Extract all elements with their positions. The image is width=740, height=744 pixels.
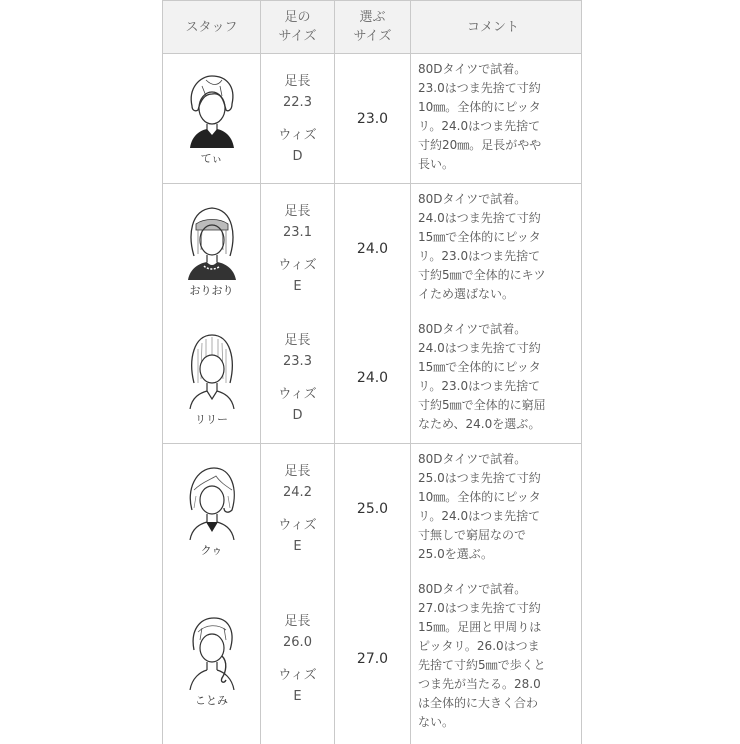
foot-width-label: ウィズ — [278, 517, 317, 533]
comment-line: つま先が当たる。28.0 — [418, 676, 541, 691]
comment-cell — [411, 54, 582, 184]
comment-cell — [411, 574, 582, 744]
foot-width-label: ウィズ — [278, 667, 317, 683]
foot-width-label: ウィズ — [278, 127, 317, 143]
foot-size-cell — [261, 574, 335, 744]
foot-length-label: 足長 — [284, 73, 311, 89]
comment-line: リ。23.0はつま先捨て — [418, 249, 541, 263]
comment-line: 23.0はつま先捨て寸約 — [418, 81, 541, 95]
foot-length-label: 足長 — [284, 463, 311, 479]
staff-name: おりおり — [189, 283, 234, 297]
foot-length-value: 24.2 — [283, 484, 312, 500]
foot-width-label: ウィズ — [278, 257, 317, 273]
comment-line: 10㎜。全体的にピッタ — [418, 100, 541, 114]
comment-line: 長い。 — [418, 157, 455, 171]
comment-line: 15㎜で全体的にピッタ — [418, 230, 541, 244]
comment-line: 24.0はつま先捨て寸約 — [418, 340, 541, 355]
staff-name: てぃ — [200, 151, 223, 165]
comment-line: 25.0を選ぶ。 — [418, 547, 493, 561]
table-row — [163, 314, 582, 444]
header-chosen-size-line2: サイズ — [353, 29, 392, 44]
staff-portrait — [182, 72, 242, 148]
foot-width-value: E — [293, 278, 302, 294]
comment-line: 15㎜。足囲と甲周りは — [418, 619, 542, 634]
comment-line: 15㎜で全体的にピッタ — [418, 359, 541, 374]
chosen-size-cell: 24.0 — [335, 314, 411, 444]
foot-width-value: E — [293, 688, 302, 704]
comment-line: リ。23.0はつま先捨て — [418, 378, 541, 393]
foot-length-value: 23.3 — [283, 354, 312, 370]
table-row — [163, 184, 582, 314]
table-row — [163, 574, 582, 744]
header-chosen-size-line1: 選ぶ — [359, 10, 386, 25]
foot-size-cell — [261, 314, 335, 444]
chosen-size-cell: 24.0 — [335, 184, 411, 314]
comment-line: 80Dタイツで試着。 — [418, 581, 527, 596]
header-staff: スタッフ — [163, 1, 261, 54]
comment-line: 24.0はつま先捨て寸約 — [418, 211, 541, 225]
comment-line: ない。 — [418, 714, 455, 729]
foot-size-cell — [261, 444, 335, 574]
size-comparison-table — [162, 0, 582, 744]
comment-line: 80Dタイツで試着。 — [418, 192, 527, 206]
staff-cell — [163, 444, 261, 574]
foot-width-value: D — [292, 148, 303, 164]
foot-length-value: 22.3 — [283, 94, 312, 110]
staff-portrait — [182, 329, 242, 409]
comment-line: リ。24.0はつま先捨て — [418, 119, 541, 133]
table-row — [163, 54, 582, 184]
foot-length-label: 足長 — [284, 613, 311, 629]
comment-cell — [411, 444, 582, 574]
foot-width-value: D — [292, 408, 303, 424]
comment-cell — [411, 314, 582, 444]
chosen-size-cell: 23.0 — [335, 54, 411, 184]
chosen-size-cell: 25.0 — [335, 444, 411, 574]
staff-name: リリー — [195, 413, 228, 427]
comment-line: 80Dタイツで試着。 — [418, 62, 527, 76]
comment-line: は全体的に大きく合わ — [418, 695, 539, 710]
comment-line: なため、24.0を選ぶ。 — [418, 416, 541, 431]
comment-line: リ。24.0はつま先捨て — [418, 509, 541, 523]
comment-line: 80Dタイツで試着。 — [418, 321, 527, 336]
comment-cell — [411, 184, 582, 314]
staff-name: ことみ — [195, 693, 228, 707]
foot-width-value: E — [293, 538, 302, 554]
comment-line: ピッタリ。26.0はつま — [418, 638, 540, 653]
header-comment: コメント — [411, 1, 582, 54]
foot-length-value: 23.1 — [283, 224, 312, 240]
header-foot-size-line1: 足の — [284, 10, 311, 25]
comment-line: 寸約5㎜で全体的に窮屈 — [418, 397, 546, 412]
header-foot-size — [261, 1, 335, 54]
table-row — [163, 444, 582, 574]
comment-line: 寸約5㎜で全体的にキツ — [418, 268, 546, 282]
comment-line: 25.0はつま先捨て寸約 — [418, 471, 541, 485]
staff-cell — [163, 184, 261, 314]
header-foot-size-line2: サイズ — [278, 29, 317, 44]
foot-width-label: ウィズ — [278, 387, 317, 403]
comment-line: 27.0はつま先捨て寸約 — [418, 600, 541, 615]
staff-portrait — [182, 460, 242, 540]
comment-line: 寸無しで窮屈なので — [418, 528, 527, 542]
chosen-size-cell: 27.0 — [335, 574, 411, 744]
comment-line: 先捨て寸約5㎜で歩くと — [418, 657, 546, 672]
staff-portrait — [182, 610, 242, 690]
comment-line: イため選ばない。 — [418, 287, 515, 301]
comment-line: 10㎜。全体的にピッタ — [418, 490, 541, 504]
table-header-row — [163, 1, 582, 54]
foot-length-label: 足長 — [284, 203, 311, 219]
staff-portrait — [182, 200, 242, 280]
comment-line: 寸約20㎜。足長がやや — [418, 138, 542, 152]
staff-cell — [163, 574, 261, 744]
comment-line: 80Dタイツで試着。 — [418, 452, 527, 466]
foot-length-label: 足長 — [284, 333, 311, 349]
header-chosen-size — [335, 1, 411, 54]
foot-length-value: 26.0 — [283, 634, 312, 650]
staff-cell — [163, 54, 261, 184]
foot-size-cell — [261, 184, 335, 314]
staff-name: クゥ — [200, 543, 223, 557]
staff-cell — [163, 314, 261, 444]
foot-size-cell — [261, 54, 335, 184]
